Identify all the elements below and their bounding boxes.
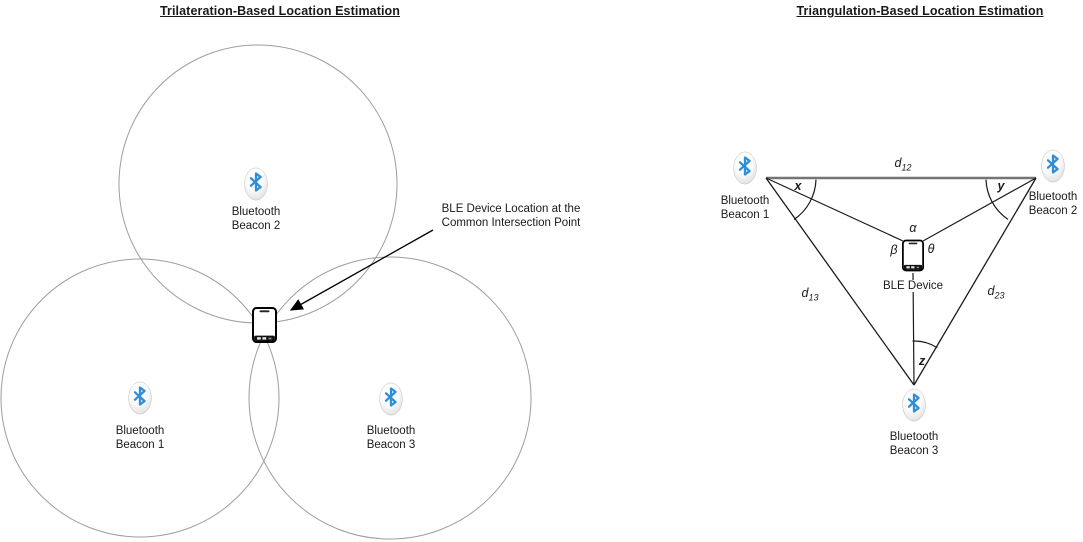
beacon1-label [700, 195, 790, 222]
ble-device-icon [903, 241, 923, 271]
beacon3-label [869, 431, 959, 458]
beacon2-label [211, 206, 301, 233]
angle-label-beta: β [890, 243, 898, 257]
distance-base: d [801, 285, 809, 300]
annotation-arrow [291, 230, 433, 310]
distance-sub: 13 [808, 292, 819, 303]
distance-sub: 23 [994, 290, 1005, 301]
angle-label-x: x [794, 179, 802, 193]
trilateration-diagram [1, 45, 531, 539]
angle-label-alpha: α [909, 221, 917, 235]
triangulation-title: Triangulation-Based Location Estimation [796, 4, 1044, 18]
angle-label-theta: θ [927, 242, 935, 256]
beacon-label-line: Beacon 1 [720, 208, 770, 221]
ble-device-label: BLE Device [880, 280, 946, 292]
bluetooth-beacon-icon [129, 382, 152, 414]
distance-base: d [894, 155, 902, 170]
angle-label-y: y [997, 179, 1005, 193]
beacon-label-line: Bluetooth [366, 425, 416, 437]
trilateration-title: Trilateration-Based Location Estimation [159, 4, 401, 18]
annotation-line: BLE Device Location at the [441, 203, 581, 215]
beacon-label-line: Beacon 2 [1028, 204, 1078, 217]
beacon3-label [346, 425, 436, 452]
bluetooth-beacon-icon [734, 152, 757, 184]
distance-label-d12 [895, 156, 912, 173]
distance-label-d13 [802, 286, 819, 303]
beacon-label-line: Bluetooth [1028, 191, 1078, 203]
beacon2-label [1008, 191, 1083, 218]
beacon-label-line: Bluetooth [720, 195, 770, 207]
beacon-label-line: Bluetooth [231, 206, 281, 218]
angle-z-arc [913, 341, 938, 348]
beacon-label-line: Beacon 3 [366, 438, 416, 451]
beacon-label-line: Bluetooth [889, 431, 939, 443]
beacon1-label [95, 425, 185, 452]
ble-device-icon [253, 308, 276, 342]
intersection-annotation [425, 202, 597, 230]
bluetooth-beacon-icon [380, 383, 403, 415]
beacon-label-line: Beacon 3 [889, 444, 939, 457]
distance-sub: 12 [901, 162, 912, 173]
bluetooth-beacon-icon [903, 389, 926, 421]
beacon-label-line: Beacon 2 [231, 219, 281, 232]
beacon-label-line: Beacon 1 [115, 438, 165, 451]
bluetooth-beacon-icon [1042, 150, 1065, 182]
distance-base: d [987, 283, 995, 298]
annotation-line: Common Intersection Point [441, 217, 581, 229]
bluetooth-beacon-icon [245, 168, 268, 200]
angle-label-z: z [918, 354, 926, 368]
beacon-label-line: Bluetooth [115, 425, 165, 437]
distance-label-d23 [988, 284, 1005, 301]
